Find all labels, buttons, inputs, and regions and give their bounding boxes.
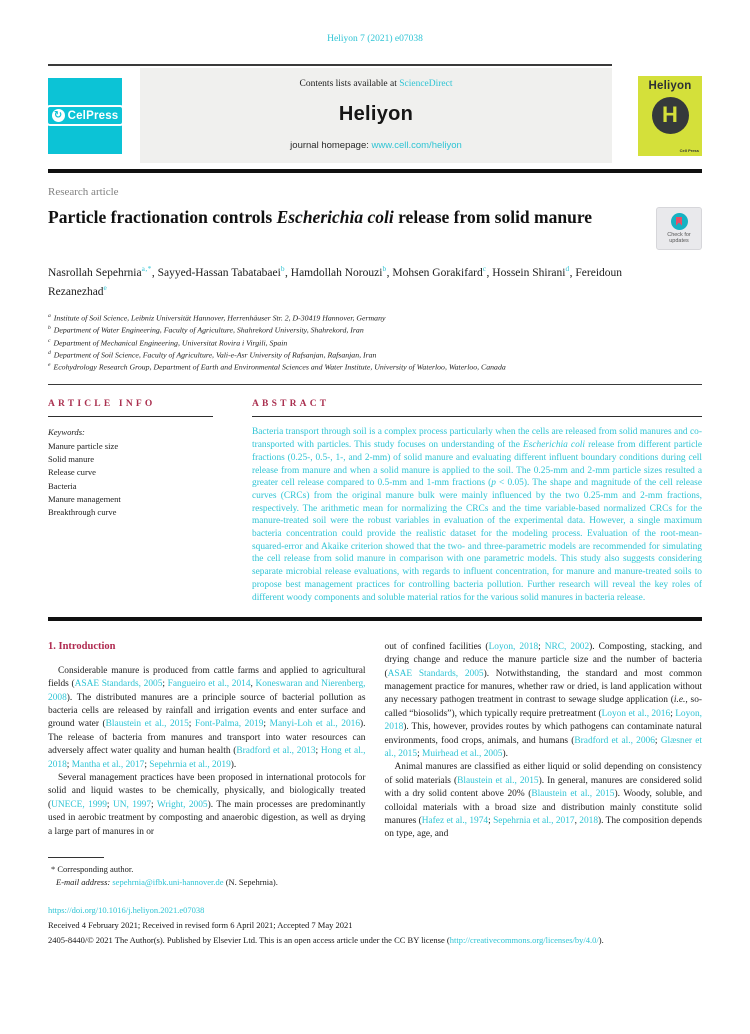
inline-link[interactable]: Hafez et al., 1974 xyxy=(421,816,489,827)
text-segment: ; xyxy=(66,759,72,770)
text-segment: E-mail address: xyxy=(56,877,111,888)
abstract-bottom-rule xyxy=(48,617,702,621)
inline-link[interactable]: Font-Palma, 2019 xyxy=(194,719,264,730)
text-segment: b xyxy=(382,264,387,273)
keywords-list xyxy=(48,426,230,519)
doi-link[interactable]: https://doi.org/10.1016/j.heliyon.2021.e07038 xyxy=(48,905,205,916)
text-segment: ; xyxy=(106,799,113,810)
intro-paragraph-1 xyxy=(48,665,366,772)
license-line xyxy=(48,934,702,947)
text-segment: ; xyxy=(417,749,423,760)
text-segment: Institute of Soil Science, Leibniz Universität Hannover, Herrenhäuser Str. 2, D-30419 Hannover, Germany xyxy=(51,313,386,323)
inline-link[interactable]: Mantha et al., 2017 xyxy=(71,759,145,770)
email-line xyxy=(48,876,366,889)
corresponding-author-note: * Corresponding author. xyxy=(51,864,134,875)
text-segment: journal homepage: xyxy=(290,140,372,151)
text-segment: ). Notwithstanding, the standard and most common management practice for manures, whether raw or dried, is land application without any necessary pathogen treatment in contrast to sewage sludge application ( xyxy=(384,668,702,706)
article-type-label: Research article xyxy=(48,186,119,198)
masthead-bottom-rule xyxy=(48,169,702,173)
inline-link[interactable]: Bradford et al., 2006 xyxy=(574,735,655,746)
text-segment: release from solid manure xyxy=(393,207,593,227)
inline-link[interactable]: ASAE Standards, 2005 xyxy=(74,679,163,690)
text-segment: Escherichia coli xyxy=(276,207,394,227)
journal-cover-thumbnail[interactable] xyxy=(638,76,702,156)
homepage-line xyxy=(290,140,462,151)
text-segment: Department of Mechanical Engineering, Universitat Rovira i Virgili, Spain xyxy=(51,338,288,348)
text-segment: (N. Sepehrnia). xyxy=(223,877,278,888)
journal-masthead-box xyxy=(140,68,612,163)
masthead-top-rule xyxy=(48,64,612,66)
text-segment: ). The main processes are predominantly used in aerobic treatment by composting and anaerobic digestion, as well as drying a large part of manures in or xyxy=(48,799,366,837)
running-head-citation[interactable]: Heliyon 7 (2021) e07038 xyxy=(327,34,423,44)
text-segment: a,* xyxy=(141,264,152,273)
keyword-item: Release curve xyxy=(48,467,96,478)
inline-link[interactable]: Sepehrnia et al., 2019 xyxy=(149,759,231,770)
text-segment: i.e. xyxy=(673,695,686,706)
inline-link[interactable]: ASAE Standards, 2005 xyxy=(387,668,484,679)
text-segment: out of confined facilities ( xyxy=(384,641,489,652)
text-segment: ). Woody, soluble, and colloidal materials with a broad size and distribution mainly constitute solid manures ( xyxy=(384,789,703,827)
crossmark-icon xyxy=(671,213,688,230)
text-segment: Contents lists available at xyxy=(299,79,400,89)
right-column xyxy=(385,641,703,890)
text-segment: p xyxy=(491,478,496,489)
inline-link[interactable]: Loyon, 2018 xyxy=(384,708,703,733)
text-segment: ; xyxy=(488,816,494,827)
body-columns xyxy=(48,641,702,890)
author-list xyxy=(48,263,678,301)
text-segment: Several management practices have been proposed in international protocols for solid and liquid wastes to be chemically, physically, and biologically treated ( xyxy=(48,773,366,810)
contents-line xyxy=(299,79,452,89)
inline-link[interactable]: Hong et al., 2018 xyxy=(48,746,366,770)
affiliation-e xyxy=(48,361,702,373)
keyword-item: Bacteria xyxy=(48,480,77,491)
abstract-heading: ABSTRACT xyxy=(252,399,330,410)
received-dates: Received 4 February 2021; Received in revised form 6 April 2021; Accepted 7 May 2021 xyxy=(48,920,353,931)
text-segment: release from different particle fractions (0.25-, 0.5-, 1-, and 2-mm) of solid manure and evaluating different influent boundary conditions during cell release from manure and when a solid manure is applied to the soil. The 0.25-mm and 2-mm particle sizes resulted a greater cell release compared to 0.5-mm and 1-mm fractions ( xyxy=(252,440,703,489)
inline-link[interactable]: Blaustein et al., 2015 xyxy=(457,775,539,786)
check-for-updates-label: Check for updates xyxy=(667,231,691,244)
cover-brand-label: Cell Press xyxy=(679,147,699,153)
inline-link[interactable]: www.cell.com/heliyon xyxy=(371,140,462,151)
cellpress-circle-icon: ↻ xyxy=(52,109,65,122)
inline-link[interactable]: UNECE, 1999 xyxy=(51,799,107,810)
inline-link[interactable]: 2018 xyxy=(579,816,599,827)
cover-journal-title: Heliyon xyxy=(648,79,692,92)
text-segment: , Fereidoun Rezanezhad xyxy=(48,266,623,298)
text-segment: d xyxy=(565,264,570,273)
text-segment: ). In general, manures are considered solid with a dry solid content above 20% ( xyxy=(384,775,702,800)
article-title xyxy=(48,207,642,229)
intro-paragraph-2 xyxy=(48,772,366,839)
text-segment: c xyxy=(482,264,487,273)
article-info-column xyxy=(48,399,230,604)
inline-link[interactable]: UN, 1997 xyxy=(112,799,152,810)
journal-title: Heliyon xyxy=(338,103,414,125)
text-segment: , Sayyed-Hassan Tabatabaei xyxy=(151,266,281,279)
text-segment: < 0.05). The shape and magnitude of the cell release curves (CRCs) from the original manure bulk were mainly influenced by the two 0.25-mm and 2-mm fractions, respectively. The arithmetic mean for normalizing the CRCs and the time variable-based normalized CRCs for the manure-treated soil were the robust variables in evaluation of the experimental data. However, a single maximum bacteria concentration could provide the realistic dataset for the modeling process. Evaluation of the root-mean-squared-error and Akaike criterion showed that the two- and three-parametric models are recommended for simulating the cell release from solid manure in comparison with one parametric models. This study also suggests considering separate microbial release evaluations, with regards to influent concentration, for manure and manure-treated soils to propose best management practices for controlling bacteria pollution. Further research will reveal the key roles of different woody components and soluble material ratios for the various solid manures in bacteria release. xyxy=(252,478,702,603)
text-segment: Animal manures are classified as either liquid or solid depending on consistency of solid materials ( xyxy=(384,762,702,786)
inline-link[interactable]: Bradford et al., 2013 xyxy=(236,746,316,757)
text-segment: Nasrollah Sepehrnia xyxy=(48,266,142,279)
footnote-rule xyxy=(48,857,104,858)
keyword-item: Solid manure xyxy=(48,454,95,465)
text-segment: b xyxy=(280,264,286,273)
text-segment: ). This, however, provides routes by which pathogens can contaminate natural environments, food crops, animals, and humans ( xyxy=(384,722,702,746)
text-segment: b xyxy=(48,325,51,332)
cellpress-logo[interactable] xyxy=(48,78,122,154)
journal-first-page xyxy=(0,34,750,947)
text-segment: ; xyxy=(188,719,195,730)
inline-link[interactable]: Manyi-Loh et al., 2016 xyxy=(269,719,361,730)
text-segment: , Hossein Shirani xyxy=(486,266,566,279)
keywords-label: Keywords: xyxy=(48,427,85,438)
abstract-text xyxy=(252,426,702,604)
inline-link[interactable]: Loyon et al., 2016 xyxy=(601,708,671,719)
affiliation-d xyxy=(48,349,702,361)
info-abstract-section xyxy=(48,385,702,604)
text-segment: 2405-8440/© 2021 The Author(s). Published by Elsevier Ltd. This is an open access article under the CC BY license ( xyxy=(48,934,450,945)
text-segment: ; xyxy=(162,679,168,690)
cover-h-icon: H xyxy=(652,97,689,134)
inline-link[interactable]: sepehrnia@ifbk.uni-hannover.de xyxy=(112,877,224,888)
text-segment: e xyxy=(48,362,51,369)
text-segment: ). The composition depends on type, age, and xyxy=(384,816,702,840)
text-segment: Ecohydrology Research Group, Department of Earth and Environmental Sciences and Water Institute, University of Waterloo, Waterloo, Canada xyxy=(51,362,506,372)
text-segment: ). xyxy=(598,934,604,945)
affiliations xyxy=(48,312,702,373)
text-segment: Bacteria transport through soil is a complex process particularly when the cells are released from solid manures and co-transported with particles. This study focuses on understanding of the xyxy=(252,427,702,451)
introduction-heading: 1. Introduction xyxy=(48,640,116,652)
text-segment: ; xyxy=(538,641,545,652)
text-segment: , Mohsen Gorakifard xyxy=(386,266,483,279)
text-segment: Particle fractionation controls xyxy=(48,207,277,227)
keyword-item: Manure management xyxy=(48,494,121,505)
intro-paragraph-3 xyxy=(385,641,703,762)
text-segment: , so-called “biosolids”), which typically require pretreatment ( xyxy=(384,695,702,719)
text-segment: Escherichia coli xyxy=(523,440,585,451)
article-info-rule xyxy=(48,416,213,417)
text-segment: e xyxy=(103,283,108,293)
inline-link[interactable]: Blaustein et al., 2015 xyxy=(531,789,615,800)
masthead-section xyxy=(48,64,702,173)
inline-link[interactable]: Fangueiro et al., 2014 xyxy=(167,679,251,690)
footer-block xyxy=(48,904,702,946)
inline-link[interactable]: Koneswaran and Nierenberg, 2008 xyxy=(48,679,366,703)
article-info-heading: ARTICLE INFO xyxy=(48,399,156,410)
text-segment: ; xyxy=(654,735,661,746)
inline-link[interactable]: NRC, 2002 xyxy=(544,641,590,652)
keyword-item: Breakthrough curve xyxy=(48,507,117,518)
text-segment: ; xyxy=(263,719,270,730)
text-segment: Department of Water Engineering, Faculty of Agriculture, Shahrekord University, Shahrekord, Iran xyxy=(51,326,364,336)
text-segment: ). The release of bacteria from manures and transport into water resources can adversely affect water quality and human health ( xyxy=(48,719,366,757)
text-segment: ; xyxy=(144,759,150,770)
inline-link[interactable]: Loyon, 2018 xyxy=(488,641,539,652)
left-column xyxy=(48,641,366,890)
inline-link[interactable]: Glæsner et al., 2015 xyxy=(384,735,703,760)
text-segment: ; xyxy=(670,708,676,719)
text-segment: a xyxy=(48,313,51,320)
inline-link[interactable]: Wright, 2005 xyxy=(156,799,208,810)
text-segment: ; xyxy=(315,746,321,757)
inline-link[interactable]: Muirhead et al., 2005 xyxy=(422,749,503,760)
check-for-updates-badge[interactable] xyxy=(656,207,702,250)
intro-paragraph-4 xyxy=(385,761,703,841)
text-segment: d xyxy=(48,350,51,356)
inline-link[interactable]: http://creativecommons.org/licenses/by/4.0/ xyxy=(449,934,599,945)
text-segment: , xyxy=(574,816,580,827)
affiliation-c xyxy=(48,337,702,349)
inline-link[interactable]: Sepehrnia et al., 2017 xyxy=(493,816,575,827)
bookmark-icon xyxy=(676,217,682,226)
abstract-rule xyxy=(252,416,702,417)
footnote-block xyxy=(48,857,366,889)
text-segment: ). Composting, stacking, and drying change and reduce the manure particle size and the number of bacteria ( xyxy=(384,641,702,679)
text-segment: ; xyxy=(151,799,157,810)
affiliation-a xyxy=(48,312,702,324)
affiliation-b xyxy=(48,324,702,336)
text-segment: ). The distributed manures are a principle source of bacterial pollution as bacteria cells are released by rainfall and irrigation events and enter surface and ground water ( xyxy=(48,692,366,730)
inline-link[interactable]: ScienceDirect xyxy=(399,79,453,89)
inline-link[interactable]: Blaustein et al., 2015 xyxy=(105,719,189,730)
cellpress-logo-label: CelPress xyxy=(67,109,119,122)
text-segment: Considerable manure is produced from cattle farms and applied to agricultural fields ( xyxy=(48,665,366,690)
text-segment: ). xyxy=(502,749,508,760)
text-segment: ). xyxy=(230,759,237,770)
keyword-item: Manure particle size xyxy=(48,440,119,451)
abstract-column xyxy=(252,399,702,604)
text-segment: , Hamdollah Norouzi xyxy=(285,266,383,279)
text-segment: , xyxy=(250,679,256,690)
text-segment: c xyxy=(48,337,51,344)
text-segment: Department of Soil Science, Faculty of Agriculture, Vali-e-Asr University of Rafsanjan, Rafsanjan, Iran xyxy=(51,350,377,360)
